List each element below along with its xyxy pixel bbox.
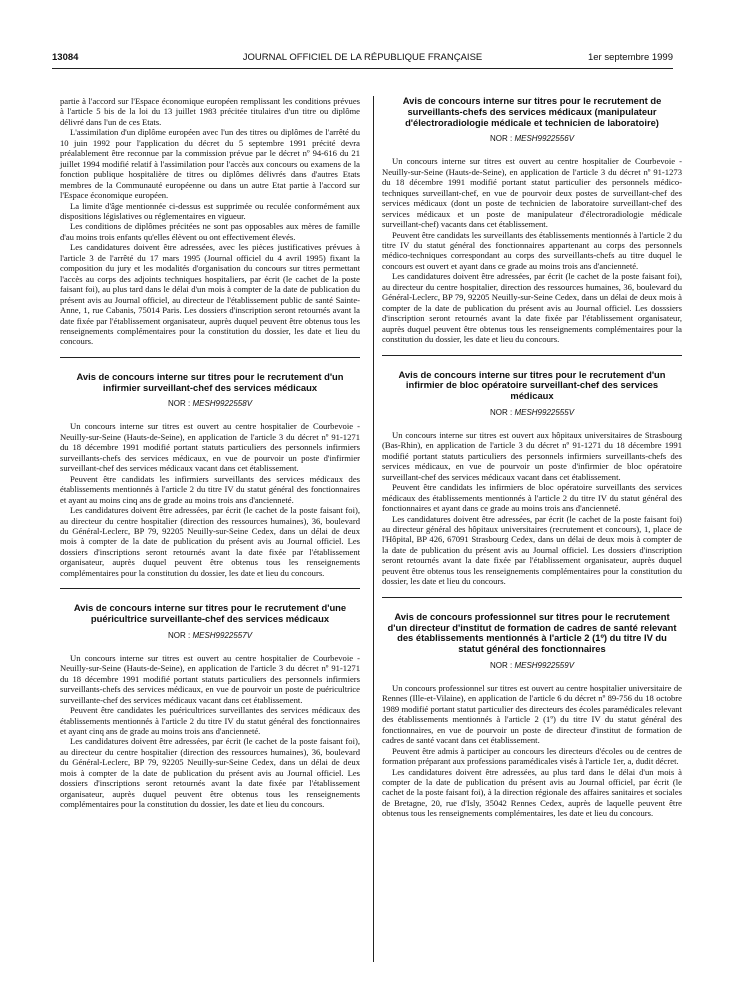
paragraph: La limite d'âge mentionnée ci-dessus est supprimée ou reculée conformément aux dispositions législatives ou réglementaires en vigueur. [60,200,360,221]
nor-code: MESH9922555V [514,407,575,417]
nor-label: NOR : [167,399,191,409]
paragraph: Peuvent être candidats les infirmiers de bloc opératoire surveillants des services médicaux des établissements mentionnés à l'article 2 du titre IV du statut général des fonctionnaires et ayant dans ce grade au moins trois ans d'ancienneté. [382,482,682,514]
nor-label: NOR : [489,134,513,144]
nor-label: NOR : [167,630,191,640]
nor-label: NOR : [489,660,513,670]
notice-infirmier-surveillant-chef [60,372,360,578]
section-divider [60,357,360,358]
paragraph: Un concours professionnel sur titres est ouvert au centre hospitalier universitaire de Rennes (Ille-et-Vilaine), en application de l'article 6 du décret nº 89-756 du 18 octobre 1989 modifié portant statut particulier des directeurs des écoles paramédicales relevant des établissements mentionnés à l'article 2 (1º) du titre IV du statut général des fonctionnaires, en vue de pourvoir un poste de directeur d'institut de formation de cadres de santé vacant dans cet établissement. [382,682,682,746]
notice-title: Avis de concours interne sur titres pour le recrutement d'un infirmier de bloc opératoire surveillant-chef des services médicaux [398,368,666,402]
nor-label: NOR : [489,407,513,417]
right-column [382,96,682,819]
running-header [52,52,673,66]
nor-reference [60,631,360,640]
paragraph: Les candidatures doivent être adressées, par écrit (le cachet de la poste faisant foi), au directeur du centre hospitalier (direction des ressources humaines), 36, boulevard du Général-Leclerc, BP 79, 92205 Neuilly-sur-Seine Cedex, dans un délai de deux mois à compter de la date de publication du présent avis au Journal officiel. Les dossiers d'inscriptions seront retournés avant la date fixée par l'établissement organisateur, auprès duquel peuvent être obtenus tous les renseignements complémentaires pour la constitution du dossier, les date et lieu du concours. [60,736,360,810]
nor-reference [382,408,682,417]
notice-title: Avis de concours interne sur titres pour le recrutement d'une puéricultrice surveillante-chef des services médicaux [73,602,347,625]
nor-code: MESH9922559V [514,660,575,670]
notice-title: Avis de concours interne sur titres pour le recrutement de surveillants-chefs des services médicaux (manipulateur d'électroradiologie médicale et technicien de laboratoire) [402,95,662,128]
paragraph: Peuvent être admis à participer au concours les directeurs d'écoles ou de centres de formation préparant aux professions paramédicales visés à l'article 1er, a, dudit décret. [382,745,682,767]
paragraph: Les candidatures doivent être adressées, par écrit (le cachet de la poste faisant foi) au directeur général des hôpitaux universitaires (recrutement et concours), 1, place de l'Hôpital, BP 426, 67091 Strasbourg Cedex, dans un délai de deux mois à compter de la date de publication du présent avis au Journal officiel. Les dossiers d'inscription seront retournés avant la date fixée par l'établissement organisateur, auprès duquel peuvent être obtenus tous les renseignements complémentaires pour la constitution du dossier, les date et lieu du concours. [382,513,682,587]
nor-reference [382,661,682,670]
paragraph: Un concours interne sur titres est ouvert au centre hospitalier de Courbevoie - Neuilly-sur-Seine (Hauts-de-Seine), en application de l'article 3 du décret nº 91-1271 du 18 décembre 1991 modifié portant statuts particuliers des personnels infirmiers surveillants-chefs des services médicaux, en vue de pourvoir un poste d'infirmier surveillant-chef des services médicaux vacant dans cet établissement. [60,421,360,474]
paragraph: Peuvent être candidates les puéricultrices surveillantes des services médicaux des établissements mentionnés à l'article 2 du titre IV du statut général des fonctionnaires et ayant cinq ans de grade au moins trois ans d'ancienneté. [60,705,360,737]
notice-surveillants-chefs-medico-techniques [382,96,682,345]
page-number: 13084 [52,52,79,63]
paragraph: Un concours interne sur titres est ouvert au centre hospitalier de Courbevoie - Neuilly-sur-Seine (Hauts-de-Seine), en application de l'article 3 du décret nº 91-1271 du 18 décembre 1991 modifié portant statuts particuliers des personnels infirmiers surveillants-chefs des services médicaux, en vue de pourvoir un poste de puéricultrice surveillante-chef des services médicaux vacant dans cet établissement. [60,652,360,705]
nor-reference [60,399,360,408]
notice-infirmier-bloc-operatoire [382,370,682,587]
paragraph: L'assimilation d'un diplôme européen avec l'un des titres ou diplômes de l'arrêté du 10 juin 1992 pour l'application du décret du 5 septembre 1991 précité devra préalablement être reconnue par la commission prévue par le décret nº 94-616 du 21 juillet 1994 modifié relatif à l'assimilation pour l'accès aux concours ou examens de la fonction publique hospitalière de titres ou diplômes délivrés dans d'autres Etats membres de la Communauté européenne ou dans un autre Etat partie à l'accord sur l'Espace économique européen. [60,127,360,201]
paragraph: partie à l'accord sur l'Espace économique européen remplissant les conditions prévues à l'article 5 bis de la loi du 13 juillet 1983 précitée titulaires d'un titre ou diplôme délivré dans l'un de ces Etats. [60,96,360,127]
notice-puericultrice-surveillante-chef [60,603,360,809]
header-rule [52,68,673,69]
notice-title: Avis de concours interne sur titres pour le recrutement d'un infirmier surveillant-chef des services médicaux [76,370,344,393]
paragraph: Les candidatures doivent être adressées, par écrit (le cachet de la poste faisant foi), au directeur du centre hospitalier (direction des ressources humaines), 36, boulevard du Général-Leclerc, BP 79, 92205 Neuilly-sur-Seine Cedex, dans un délai de deux mois à compter de la date de publication du présent avis au Journal officiel. Les dossiers d'inscriptions seront retournés avant la date fixée par l'établissement organisateur, auprès duquel peuvent être obtenus tous les renseignements complémentaires pour la constitution du dossier, les date et lieu du concours. [60,505,360,578]
section-divider [382,355,682,356]
nor-code: MESH9922557V [192,630,253,640]
nor-code: MESH9922558V [192,399,253,409]
nor-code: MESH9922556V [514,134,575,144]
column-divider [373,96,374,962]
paragraph: Un concours interne sur titres est ouvert au centre hospitalier de Courbevoie - Neuilly-sur-Seine (Hauts-de-Seine), en application de l'article 3 du décret nº 91-1273 du 18 décembre 1991 modifié portant statut particulier des personnels médico-techniques surveillant-chef, en vue de pourvoir deux postes de surveillant-chef des services médicaux (dont un poste de technicien de laboratoire surveillant-chef des services médicaux et un poste de manipulateur d'électroradiologie médicale surveillant-chef) vacants dans cet établissement. [382,156,682,230]
section-divider [60,588,360,589]
journal-title: JOURNAL OFFICIEL DE LA RÉPUBLIQUE FRANÇAISE [242,52,483,63]
paragraph: Les conditions de diplômes précitées ne sont pas opposables aux mères de famille d'au moins trois enfants qu'elles élèvent ou ont effectivement élevés. [60,221,360,242]
nor-reference [382,134,682,143]
paragraph: Les candidatures doivent être adressées, au plus tard dans le délai d'un mois à compter de la date de publication du présent avis au Journal officiel, par écrit (le cachet de la poste faisant foi), à la direction régionale des affaires sanitaires et sociales de Bretagne, 20, rue d'Isly, 35042 Rennes Cedex, auprès de laquelle peuvent être obtenus tous les renseignements complémentaires, les date et lieu du concours. [382,766,682,819]
notice-directeur-institut-formation [382,612,682,819]
section-divider [382,597,682,598]
notice-title: Avis de concours professionnel sur titres pour le recrutement d'un directeur d'institut de formation de cadres de santé relevant des établissements mentionnés à l'article 2 (1º) du titre IV du statut général des fonctionnaires [387,610,677,655]
paragraph: Les candidatures doivent être adressées, avec les pièces justificatives prévues à l'article 3 de l'arrêté du 17 mars 1995 (Journal officiel du 4 avril 1995) fixant la composition du jury et les modalités d'organisation du concours sur titres permettant l'accès au corps des adjoints techniques hospitaliers, par écrit (le cachet de la poste faisant foi), au plus tard dans le délai d'un mois à compter de la date de publication du présent avis au Journal officiel, au directeur de l'établissement public de santé Sainte-Anne, 1, rue Cabanis, 75014 Paris. Les dossiers d'inscription seront retournés avant la date fixée par l'établissement organisateur, auprès duquel peuvent être obtenus tous les renseignements complémentaires pour la constitution du dossier, les date et lieu du concours. [60,242,360,347]
issue-date: 1er septembre 1999 [587,52,673,63]
paragraph: Peuvent être candidats les surveillants des établissements mentionnés à l'article 2 du titre IV du statut général des fonctionnaires appartenant au corps des personnels médico-techniques correspondant au corps des surveillants-chefs au titre duquel le concours est ouvert et ayant dans ce grade au moins trois ans d'ancienneté. [382,229,682,271]
paragraph: Les candidatures doivent être adressées, par écrit (le cachet de la poste faisant foi), au directeur du centre hospitalier, direction des ressources humaines, 36, boulevard du Général-Leclerc, BP 79, 92205 Neuilly-sur-Seine Cedex, dans un délai de deux mois à compter de la date de publication du présent avis au Journal officiel. Les dosssiers d'inscription seront retournés avant la date fixée par l'établissement organisateur, auprès duquel peuvent être obtenus tous les renseignements complémentaires pour la constitution du dossier, les date et lieu du concours. [382,271,682,345]
left-column [60,96,360,810]
paragraph: Peuvent être candidats les infirmiers surveillants des services médicaux des établissements mentionnés à l'article 2 du titre IV du statut général des fonctionnaires et ayant au moins cinq ans de grade au moins trois ans d'ancienneté. [60,473,360,505]
paragraph: Un concours interne sur titres est ouvert aux hôpitaux universitaires de Strasbourg (Bas-Rhin), en application de l'article 3 du décret nº 91-1271 du 18 décembre 1991 modifié portant statuts particuliers des personnels infirmiers surveillants-chefs des services médicaux, en vue de pourvoir un poste d'infirmier de bloc opératoire surveillant-chef des services médicaux vacant dans cet établissement. [382,429,682,482]
